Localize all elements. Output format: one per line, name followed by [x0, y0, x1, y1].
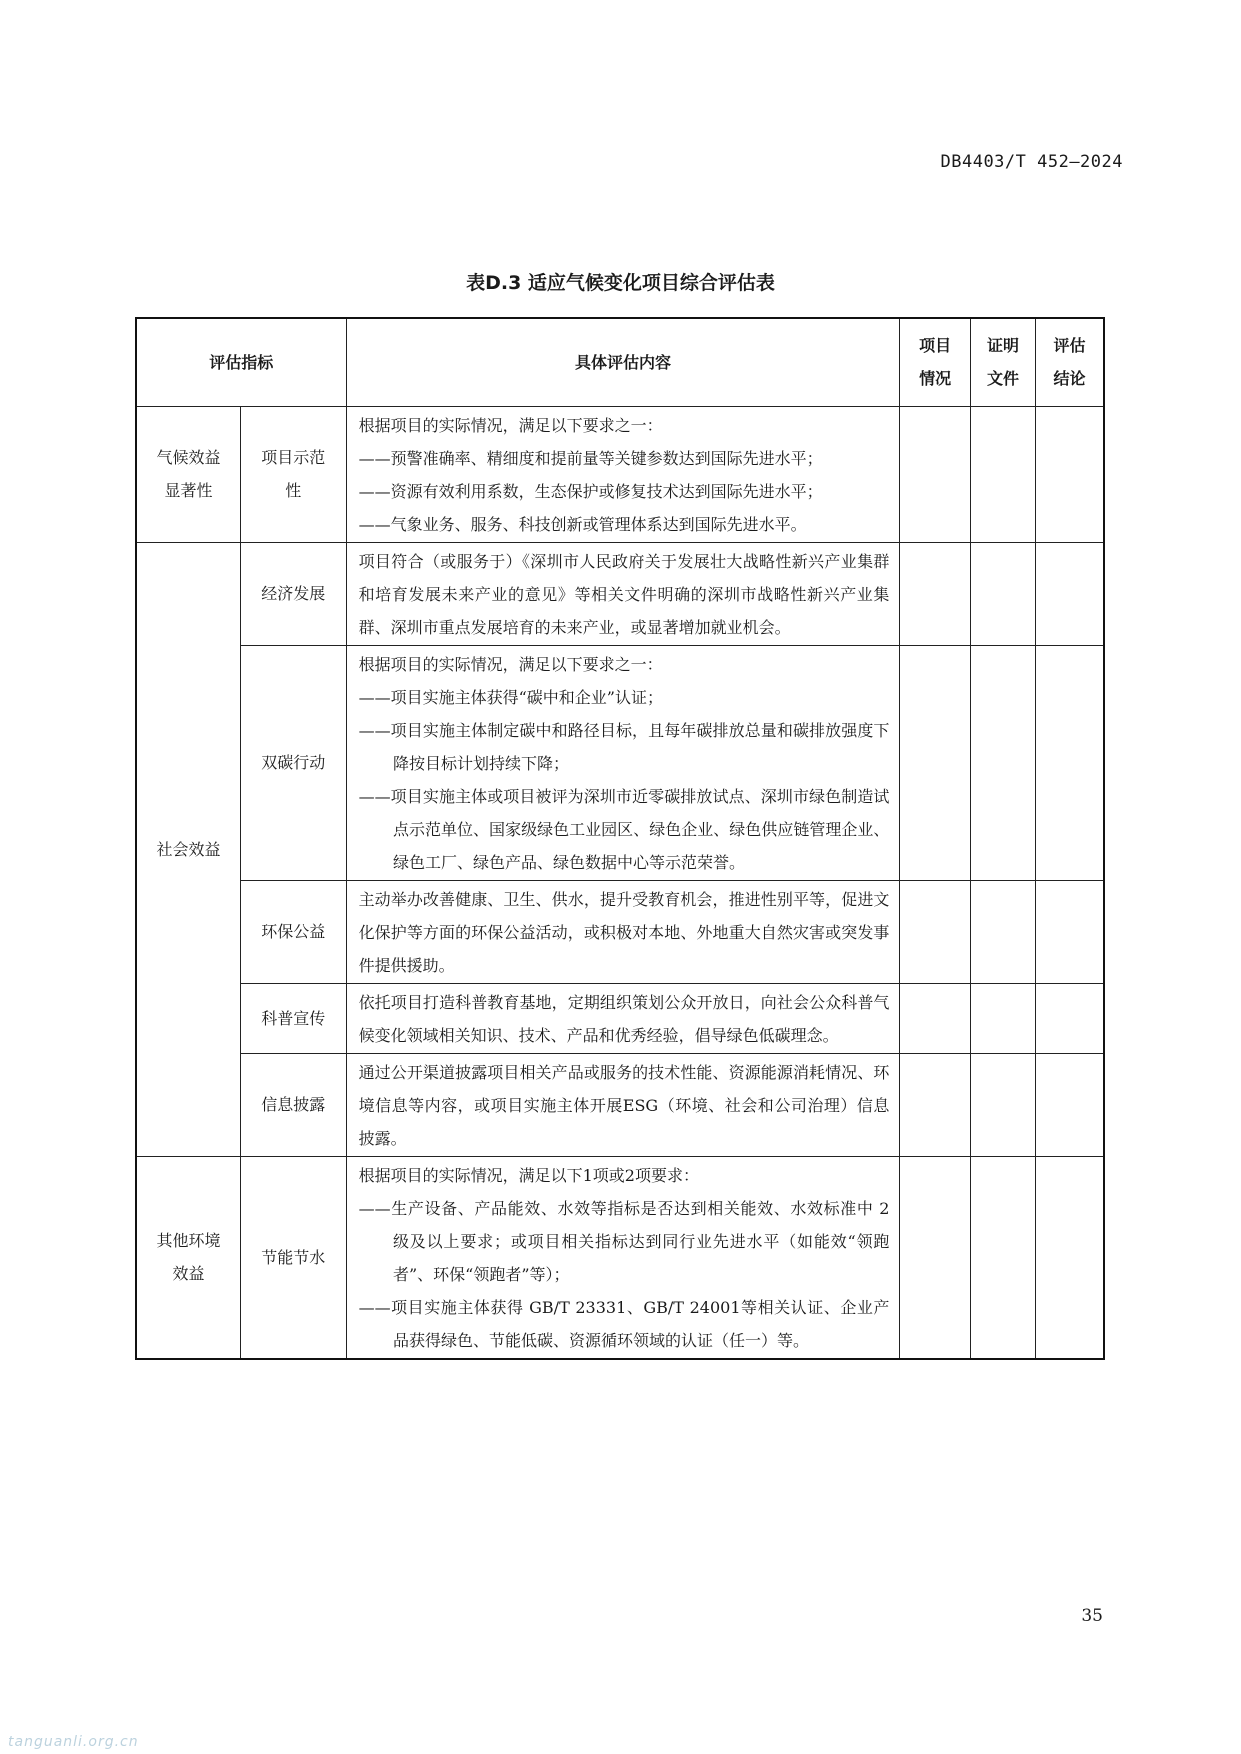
content-line: ——气象业务、服务、科技创新或管理体系达到国际先进水平。 [358, 514, 807, 534]
sub-indicator-line: 性 [285, 481, 302, 500]
proof-documents-cell[interactable] [970, 406, 1035, 542]
sub-indicator-cell [241, 1053, 347, 1156]
proof-documents-cell[interactable] [970, 983, 1035, 1053]
table-row [136, 880, 1104, 983]
table-row [136, 1053, 1104, 1156]
table-row [136, 645, 1104, 880]
sub-indicator-line: 项目示范 [261, 448, 326, 467]
content-line: 根据项目的实际情况，满足以下要求之一： [358, 415, 663, 435]
content-cell [346, 983, 900, 1053]
table-row [136, 1156, 1104, 1359]
content-line: ——项目实施主体获得 GB/T 23331、GB/T 24001等相关认证、企业产品获得绿色、节能低碳、资源循环领域的认证（任一）等。 [358, 1297, 890, 1350]
proof-documents-cell[interactable] [970, 1053, 1035, 1156]
sub-indicator-cell [241, 406, 347, 542]
sub-indicator-cell [241, 645, 347, 880]
group-cell-other-environment [136, 1156, 241, 1359]
table-row [136, 406, 1104, 542]
group-cell-climate [136, 406, 241, 542]
page-number: 35 [1081, 1606, 1103, 1626]
project-status-cell[interactable] [900, 1156, 970, 1359]
header-proof-documents [970, 318, 1035, 406]
project-status-cell[interactable] [900, 983, 970, 1053]
header-project-status-line2: 情况 [919, 369, 952, 389]
conclusion-cell[interactable] [1036, 983, 1104, 1053]
content-line: ——预警准确率、精细度和提前量等关键参数达到国际先进水平； [358, 448, 823, 468]
content-paragraph: 依托项目打造科普教育基地，定期组织策划公众开放日，向社会公众科普气候变化领域相关知识、技术、产品和优秀经验，倡导绿色低碳理念。 [358, 992, 890, 1045]
content-cell [346, 645, 900, 880]
content-cell [346, 1053, 900, 1156]
content-line: ——项目实施主体或项目被评为深圳市近零碳排放试点、深圳市绿色制造试点示范单位、国家级绿色工业园区、绿色企业、绿色供应链管理企业、绿色工厂、绿色产品、绿色数据中心等示范荣誉。 [358, 786, 890, 872]
content-line: ——资源有效利用系数，生态保护或修复技术达到国际先进水平； [358, 481, 823, 501]
evaluation-table [135, 317, 1105, 1360]
conclusion-cell[interactable] [1036, 406, 1104, 542]
sub-indicator-line: 节能节水 [261, 1247, 326, 1267]
content-line: ——项目实施主体获得“碳中和企业”认证； [358, 687, 663, 707]
content-paragraph: 通过公开渠道披露项目相关产品或服务的技术性能、资源能源消耗情况、环境信息等内容，或项目实施主体开展ESG（环境、社会和公司治理）信息披露。 [358, 1062, 890, 1148]
content-cell [346, 406, 900, 542]
sub-indicator-cell [241, 983, 347, 1053]
project-status-cell[interactable] [900, 645, 970, 880]
group-name-line: 气候效益 [156, 448, 221, 467]
group-name-line: 社会效益 [156, 839, 221, 859]
group-name-line: 显著性 [164, 481, 213, 500]
content-line: 根据项目的实际情况，满足以下要求之一： [358, 654, 663, 674]
header-proof-documents-line1: 证明 [986, 336, 1019, 356]
proof-documents-cell[interactable] [970, 645, 1035, 880]
table-row [136, 542, 1104, 645]
content-cell [346, 880, 900, 983]
proof-documents-cell[interactable] [970, 542, 1035, 645]
content-line: ——项目实施主体制定碳中和路径目标，且每年碳排放总量和碳排放强度下降按目标计划持续下降； [358, 720, 890, 773]
project-status-cell[interactable] [900, 542, 970, 645]
content-cell [346, 542, 900, 645]
watermark-text: tanguanli.org.cn [8, 1734, 139, 1750]
group-cell-social [136, 542, 241, 1156]
project-status-cell[interactable] [900, 1053, 970, 1156]
conclusion-cell[interactable] [1036, 1053, 1104, 1156]
conclusion-cell[interactable] [1036, 1156, 1104, 1359]
proof-documents-cell[interactable] [970, 880, 1035, 983]
group-name-line: 效益 [172, 1264, 205, 1283]
content-paragraph: 主动举办改善健康、卫生、供水，提升受教育机会，推进性别平等，促进文化保护等方面的环保公益活动，或积极对本地、外地重大自然灾害或突发事件提供援助。 [358, 889, 890, 975]
project-status-cell[interactable] [900, 880, 970, 983]
conclusion-cell[interactable] [1036, 880, 1104, 983]
sub-indicator-line: 信息披露 [261, 1095, 326, 1114]
header-indicator: 评估指标 [136, 318, 346, 406]
sub-indicator-line: 科普宣传 [261, 1008, 326, 1028]
sub-indicator-line: 经济发展 [261, 584, 326, 603]
sub-indicator-line: 环保公益 [261, 922, 326, 941]
table-title: 表D.3 适应气候变化项目综合评估表 [466, 272, 775, 294]
sub-indicator-line: 双碳行动 [261, 753, 326, 772]
header-project-status [900, 318, 970, 406]
sub-indicator-cell [241, 880, 347, 983]
header-conclusion [1036, 318, 1104, 406]
project-status-cell[interactable] [900, 406, 970, 542]
group-name-line: 其他环境 [156, 1231, 221, 1250]
sub-indicator-cell [241, 542, 347, 645]
conclusion-cell[interactable] [1036, 645, 1104, 880]
table-header-row [136, 318, 1104, 406]
content-paragraph: 项目符合（或服务于）《深圳市人民政府关于发展壮大战略性新兴产业集群和培育发展未来产业的意见》等相关文件明确的深圳市战略性新兴产业集群、深圳市重点发展培育的未来产业，或显著增加就业机会。 [358, 551, 890, 637]
header-conclusion-line2: 结论 [1053, 369, 1086, 389]
header-project-status-line1: 项目 [919, 336, 952, 356]
document-code: DB4403/T 452—2024 [940, 152, 1123, 172]
conclusion-cell[interactable] [1036, 542, 1104, 645]
header-content: 具体评估内容 [346, 318, 900, 406]
table-row [136, 983, 1104, 1053]
header-conclusion-line1: 评估 [1053, 336, 1086, 356]
sub-indicator-cell [241, 1156, 347, 1359]
proof-documents-cell[interactable] [970, 1156, 1035, 1359]
content-cell [346, 1156, 900, 1359]
content-line: ——生产设备、产品能效、水效等指标是否达到相关能效、水效标准中 2 级及以上要求；或项目相关指标达到同行业先进水平（如能效“领跑者”、环保“领跑者”等）； [358, 1198, 890, 1284]
header-proof-documents-line2: 文件 [986, 369, 1019, 389]
content-line: 根据项目的实际情况，满足以下1项或2项要求： [358, 1165, 699, 1185]
